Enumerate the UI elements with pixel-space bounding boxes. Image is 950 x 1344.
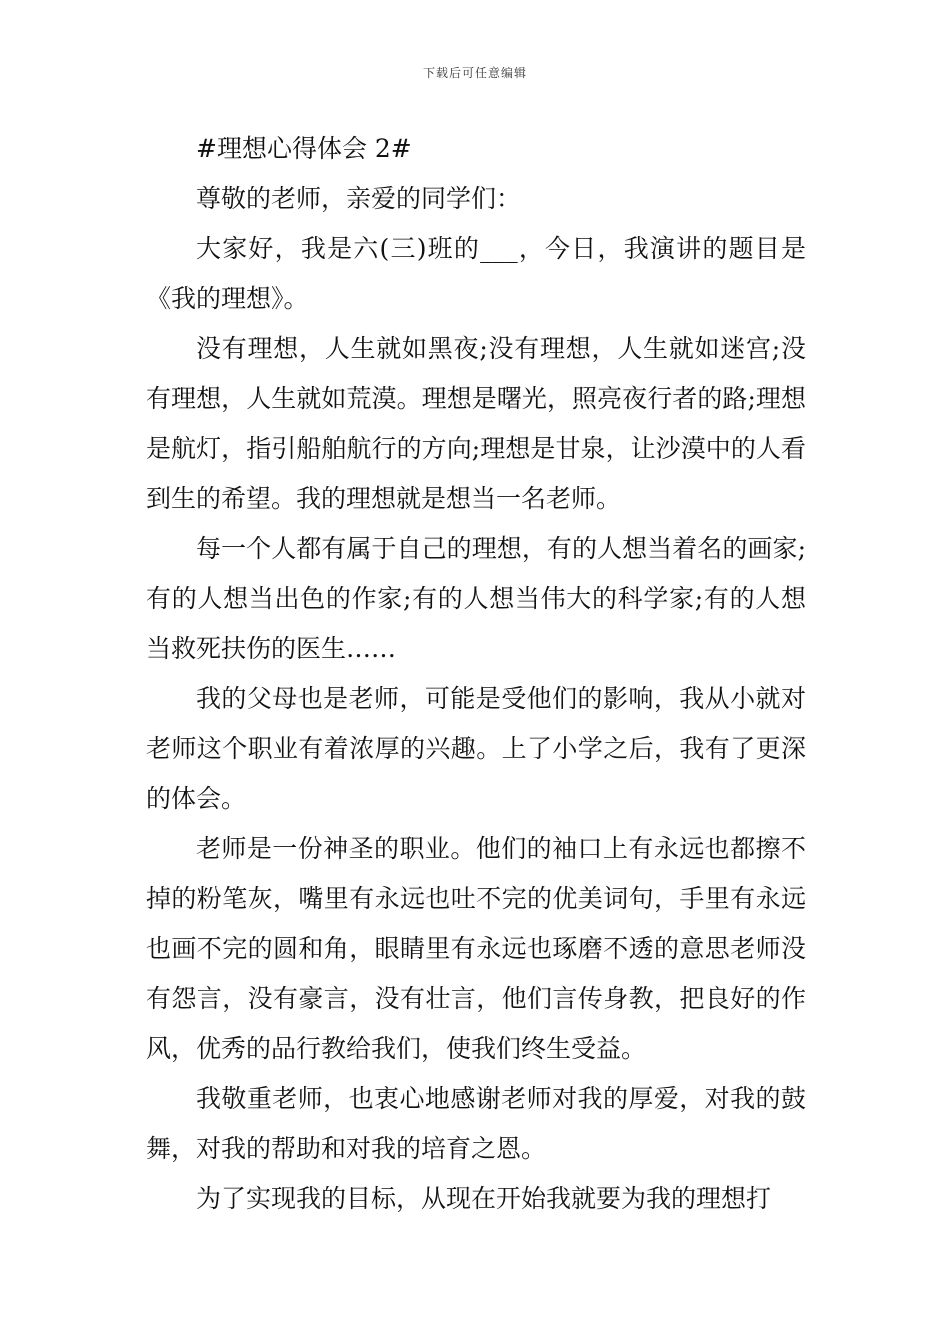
document-heading: #理想心得体会 2# (196, 134, 412, 163)
paragraph-parents: 我的父母也是老师，可能是受他们的影响，我从小就对老师这个职业有着浓厚的兴趣。上了小学之后，我有了更深的体会。 (146, 684, 806, 813)
header-note: 下载后可任意编辑 (422, 66, 527, 80)
paragraph-gratitude: 我敬重老师，也衷心地感谢老师对我的厚爱，对我的鼓舞，对我的帮助和对我的培育之恩。 (146, 1084, 806, 1163)
paragraph-greeting: 大家好，我是六(三)班的___，今日，我演讲的题目是《我的理想》。 (146, 234, 806, 313)
paragraph-teacher-profession: 老师是一份神圣的职业。他们的袖口上有永远也都擦不掉的粉笔灰，嘴里有永远也吐不完的优美词句，手里有永远也画不完的圆和角，眼睛里有永远也琢磨不透的意思老师没有怨言，没有豪言，没有壮言，他们言传身教，把良好的作风，优秀的品行教给我们，使我们终生受益。 (146, 834, 806, 1063)
paragraph-goal: 为了实现我的目标，从现在开始我就要为我的理想打 (196, 1184, 772, 1213)
paragraph-others-ideals: 每一个人都有属于自己的理想，有的人想当着名的画家;有的人想当出色的作家;有的人想当伟大的科学家;有的人想当救死扶伤的医生…… (146, 534, 806, 663)
document-body (146, 124, 806, 1224)
paragraph-salutation: 尊敬的老师，亲爱的同学们： (196, 184, 522, 213)
paragraph-ideal-metaphor: 没有理想，人生就如黑夜;没有理想，人生就如迷宫;没有理想，人生就如荒漠。理想是曙光，照亮夜行者的路;理想是航灯，指引船舶航行的方向;理想是甘泉，让沙漠中的人看到生的希望。我的理想就是想当一名老师。 (146, 334, 806, 513)
